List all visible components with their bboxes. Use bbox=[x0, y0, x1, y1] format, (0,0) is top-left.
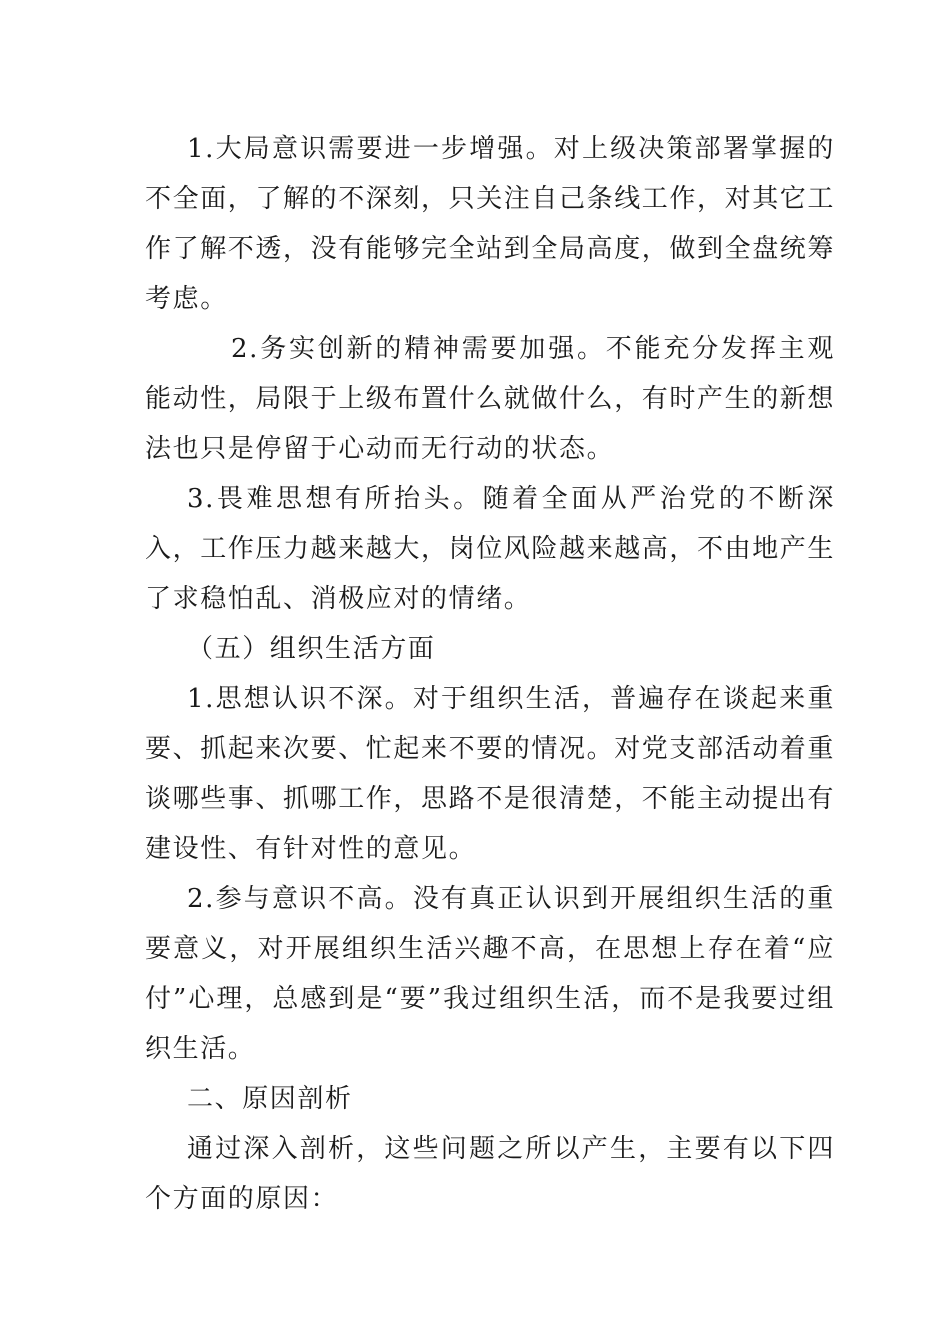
paragraph-fear-of-difficulty: 3.畏难思想有所抬头。随着全面从严治党的不断深入，工作压力越来越大，岗位风险越来越高，不由地产生了求稳怕乱、消极应对的情绪。 bbox=[145, 484, 836, 614]
paragraph-low-participation: 2.参与意识不高。没有真正认识到开展组织生活的重要意义，对开展组织生活兴趣不高，在思想上存在着“应付”心理，总感到是“要”我过组织生活，而不是我要过组织生活。 bbox=[145, 884, 835, 1064]
section-heading-organizational-life: （五）组织生活方面 bbox=[187, 634, 436, 664]
paragraph-cause-intro: 通过深入剖析，这些问题之所以产生，主要有以下四个方面的原因： bbox=[145, 1134, 835, 1214]
paragraph-shallow-understanding: 1.思想认识不深。对于组织生活，普遍存在谈起来重要、抓起来次要、忙起来不要的情况。对党支部活动着重谈哪些事、抓哪工作，思路不是很清楚，不能主动提出有建设性、有针对性的意见。 bbox=[145, 684, 836, 864]
paragraph-overall-awareness: 1.大局意识需要进一步增强。对上级决策部署掌握的不全面，了解的不深刻，只关注自己条线工作，对其它工作了解不透，没有能够完全站到全局高度，做到全盘统筹考虑。 bbox=[145, 134, 836, 314]
document-body bbox=[145, 124, 835, 1224]
paragraph-pragmatic-innovation: 2.务实创新的精神需要加强。不能充分发挥主观能动性，局限于上级布置什么就做什么，有时产生的新想法也只是停留于心动而无行动的状态。 bbox=[145, 334, 836, 464]
section-heading-cause-analysis: 二、原因剖析 bbox=[187, 1084, 353, 1114]
